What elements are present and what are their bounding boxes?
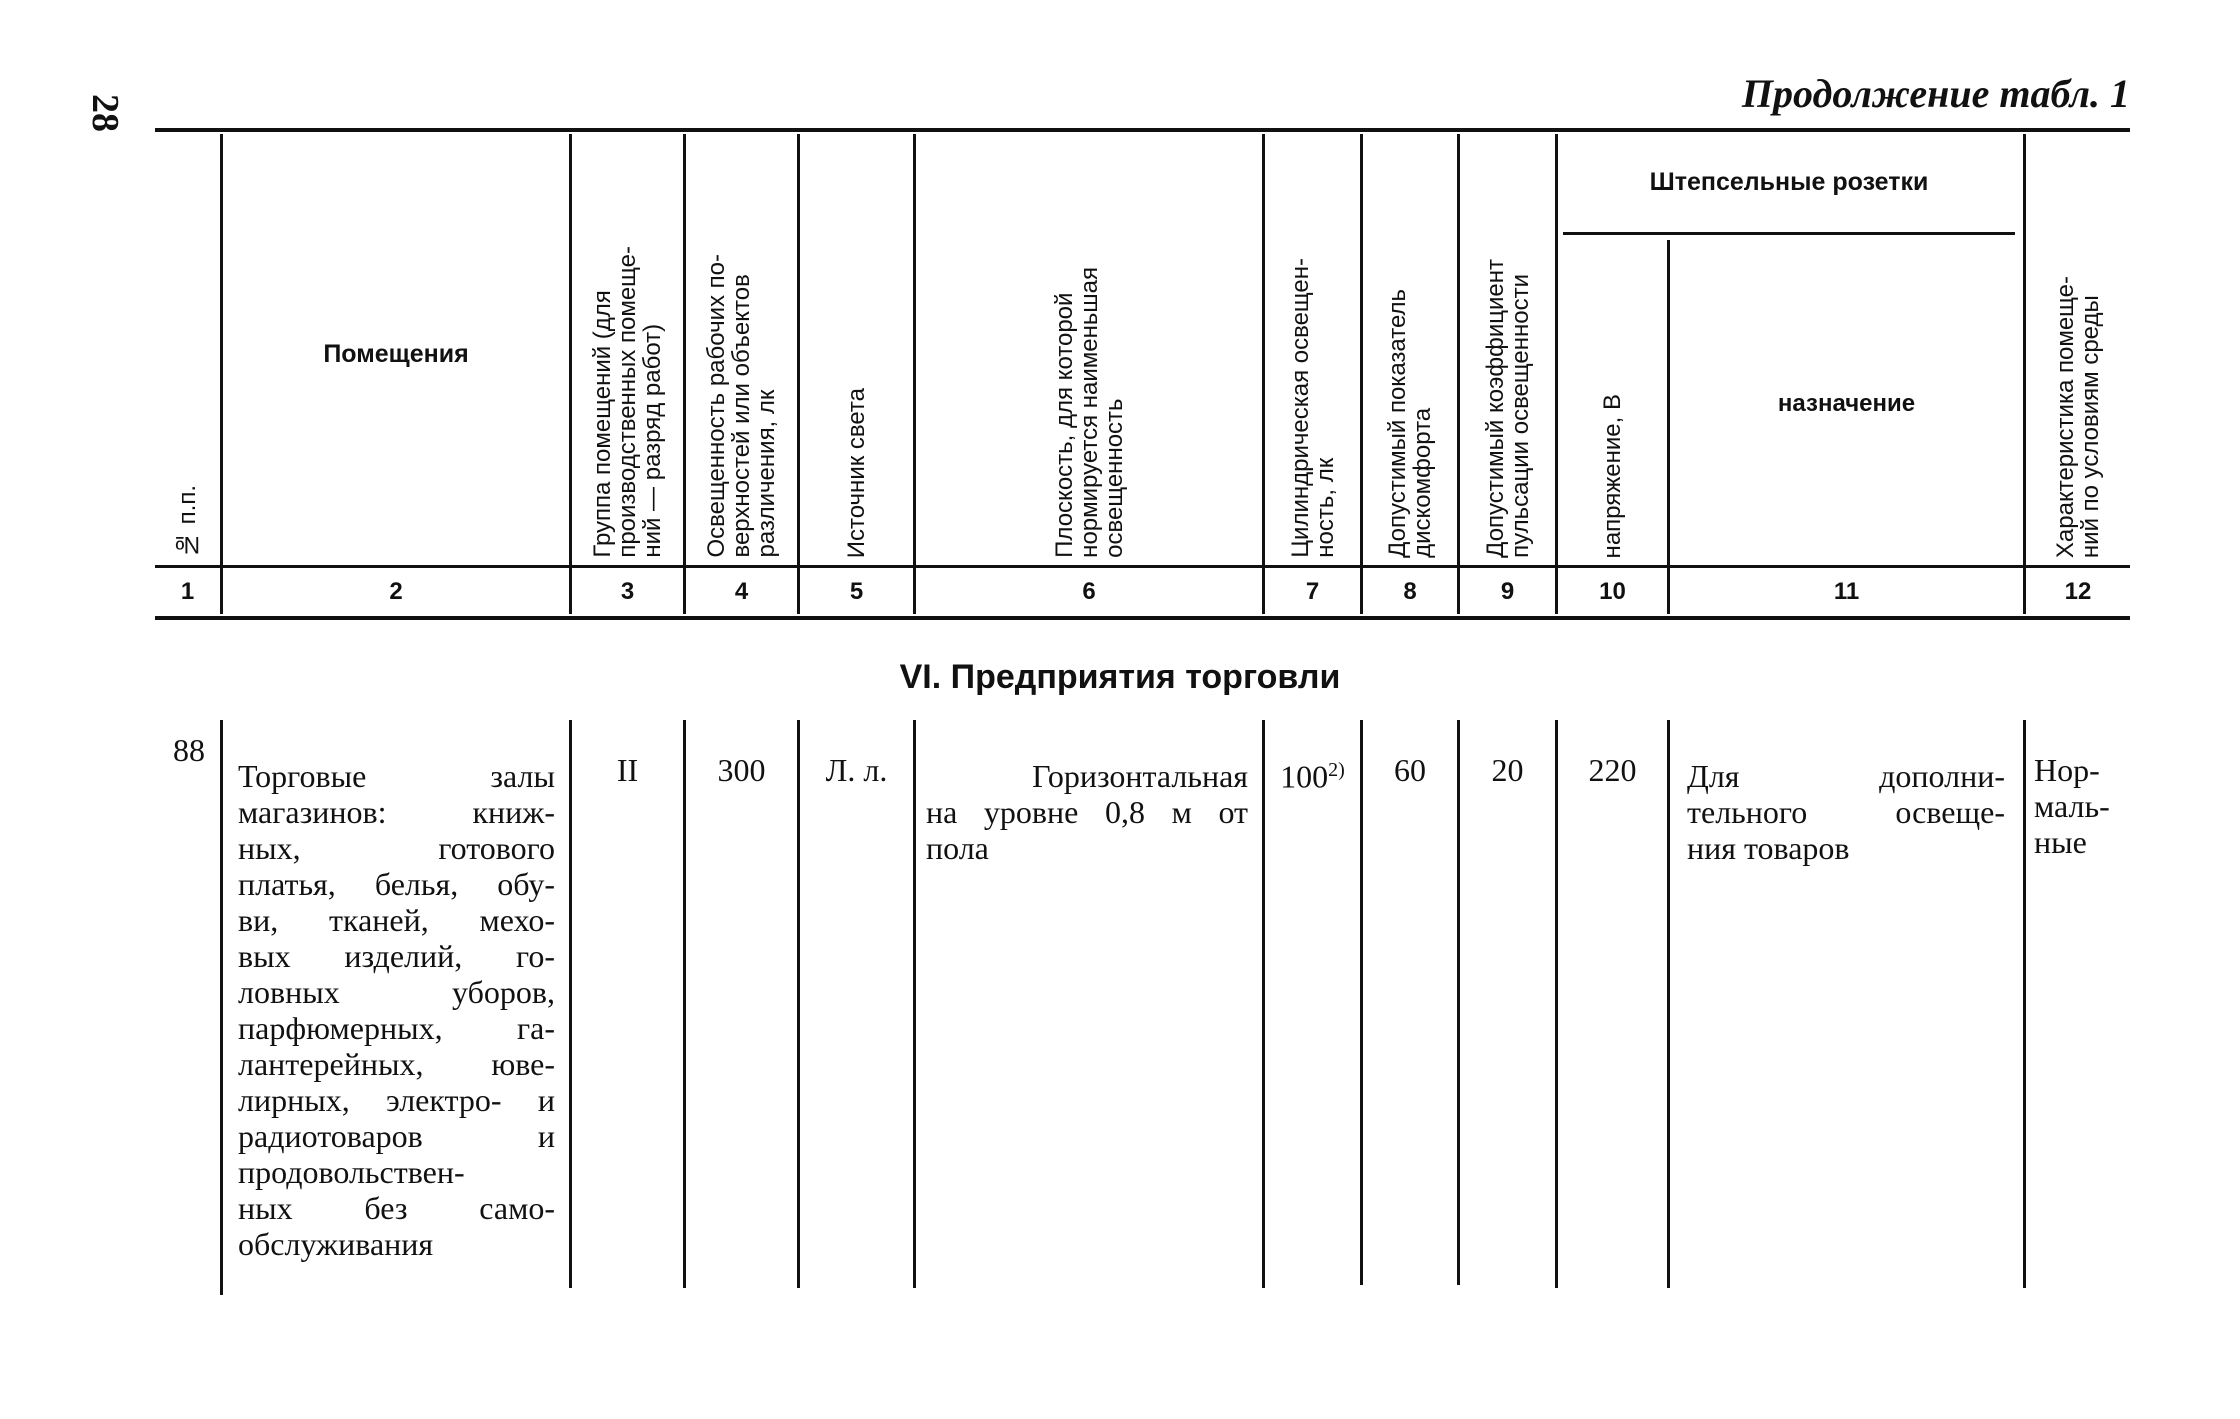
body-divider bbox=[1555, 720, 1558, 1288]
header-col-illuminance: Освещенность рабочих по- верхностей или объектов различения, лк bbox=[703, 254, 780, 558]
table-continuation-caption: Продолжение табл. 1 bbox=[1741, 71, 2130, 116]
column-numbers-bottom-rule bbox=[155, 616, 2130, 620]
room-line: ных, готового bbox=[238, 830, 555, 866]
purpose-line: ния товаров bbox=[1687, 830, 1850, 866]
section-title: VI. Предприятия торговли bbox=[899, 658, 1341, 696]
column-number: 7 bbox=[1305, 578, 1320, 605]
header-col-discomfort: Допустимый показатель дискомфорта bbox=[1384, 289, 1436, 558]
room-line: ных без само- bbox=[238, 1190, 555, 1226]
cylindrical-illuminance bbox=[1265, 752, 1360, 795]
sockets-group-rule bbox=[1563, 232, 2015, 235]
column-number: 8 bbox=[1403, 578, 1417, 605]
page-number: 28 bbox=[84, 94, 126, 132]
plane-line: пола bbox=[926, 830, 989, 866]
header-col-pulsation: Допустимый коэффициент пульсации освещенности bbox=[1481, 259, 1534, 558]
body-divider bbox=[1457, 720, 1460, 1285]
body-divider bbox=[2023, 720, 2026, 1288]
header-col-number: № п.п. bbox=[174, 485, 201, 558]
column-number: 4 bbox=[734, 578, 749, 605]
row-number: 88 bbox=[173, 732, 205, 768]
header-col-cylindrical: Цилиндрическая освещен- ность, лк bbox=[1286, 258, 1339, 558]
pulsation-coefficient: 20 bbox=[1491, 752, 1524, 788]
room-group: II bbox=[616, 752, 639, 788]
environment-characteristic bbox=[2034, 752, 2126, 860]
light-source: Л. л. bbox=[825, 752, 888, 788]
plane-description bbox=[926, 758, 1248, 866]
column-number: 11 bbox=[1833, 578, 1860, 605]
column-number: 12 bbox=[2064, 578, 2092, 605]
header-col-rooms: Помещения bbox=[323, 340, 469, 368]
room-line: обслуживания bbox=[238, 1226, 434, 1262]
body-divider bbox=[220, 720, 223, 1295]
column-number: 5 bbox=[849, 578, 864, 605]
footnote-ref: 2) bbox=[1328, 759, 1345, 781]
header-col-purpose: назначение bbox=[1777, 390, 1916, 417]
header-col-environment: Характеристика помеще- ний по условиям среды bbox=[2052, 275, 2104, 558]
room-line: платья, белья, обу- bbox=[238, 866, 555, 902]
body-divider bbox=[1262, 720, 1265, 1288]
cylindrical-value: 100 bbox=[1280, 758, 1329, 795]
room-line: продовольствен- bbox=[238, 1154, 465, 1190]
room-line: Торговые залы bbox=[238, 758, 555, 794]
column-number: 3 bbox=[620, 578, 635, 605]
illuminance-value: 300 bbox=[717, 752, 766, 788]
header-bottom-rule bbox=[155, 565, 2130, 568]
body-divider bbox=[797, 720, 800, 1288]
room-description bbox=[238, 758, 555, 1262]
room-line: лирных, электро- и bbox=[238, 1082, 555, 1118]
purpose-line: Для дополни- bbox=[1687, 758, 2005, 794]
plane-line: на уровне 0,8 м от bbox=[926, 794, 1248, 830]
purpose-line: тельного освеще- bbox=[1687, 794, 2005, 830]
header-col-voltage: напряжение, В bbox=[1599, 393, 1626, 558]
room-line: вых изделий, го- bbox=[238, 938, 555, 974]
room-line: парфюмерных, га- bbox=[238, 1010, 555, 1046]
column-number: 6 bbox=[1082, 578, 1096, 605]
body-divider bbox=[569, 720, 572, 1288]
environment-line: Нор- bbox=[2034, 752, 2100, 788]
body-divider bbox=[913, 720, 916, 1288]
room-line: магазинов: книж- bbox=[238, 794, 555, 830]
body-divider bbox=[1360, 720, 1363, 1285]
body-divider bbox=[683, 720, 686, 1288]
body-divider bbox=[1667, 720, 1670, 1288]
environment-line: маль- bbox=[2034, 788, 2110, 824]
column-number: 10 bbox=[1599, 578, 1626, 605]
header-group-sockets: Штепсельные розетки bbox=[1649, 168, 1929, 196]
plane-line: Горизонтальная bbox=[1032, 758, 1248, 794]
column-number: 1 bbox=[180, 578, 195, 605]
header-divider bbox=[220, 134, 223, 614]
header-col-group: Группа помещений (для производственных помеще- ний — разряд работ) bbox=[589, 246, 666, 558]
environment-line: ные bbox=[2034, 824, 2087, 860]
room-line: ловных уборов, bbox=[238, 974, 555, 1010]
discomfort-index: 60 bbox=[1394, 752, 1426, 788]
header-col-plane: Плоскость, для которой нормируется наименьшая освещенность bbox=[1050, 267, 1128, 558]
socket-voltage: 220 bbox=[1588, 752, 1637, 788]
table-top-rule bbox=[155, 128, 2130, 132]
room-line: радиотоваров и bbox=[238, 1118, 555, 1154]
header-divider bbox=[1667, 240, 1670, 614]
header-col-light-source: Источник света bbox=[843, 387, 870, 558]
socket-purpose bbox=[1687, 758, 2005, 866]
column-number: 2 bbox=[389, 578, 403, 605]
column-number: 9 bbox=[1500, 578, 1515, 605]
room-line: ви, тканей, мехо- bbox=[238, 902, 555, 938]
room-line: лантерейных, юве- bbox=[238, 1046, 555, 1082]
